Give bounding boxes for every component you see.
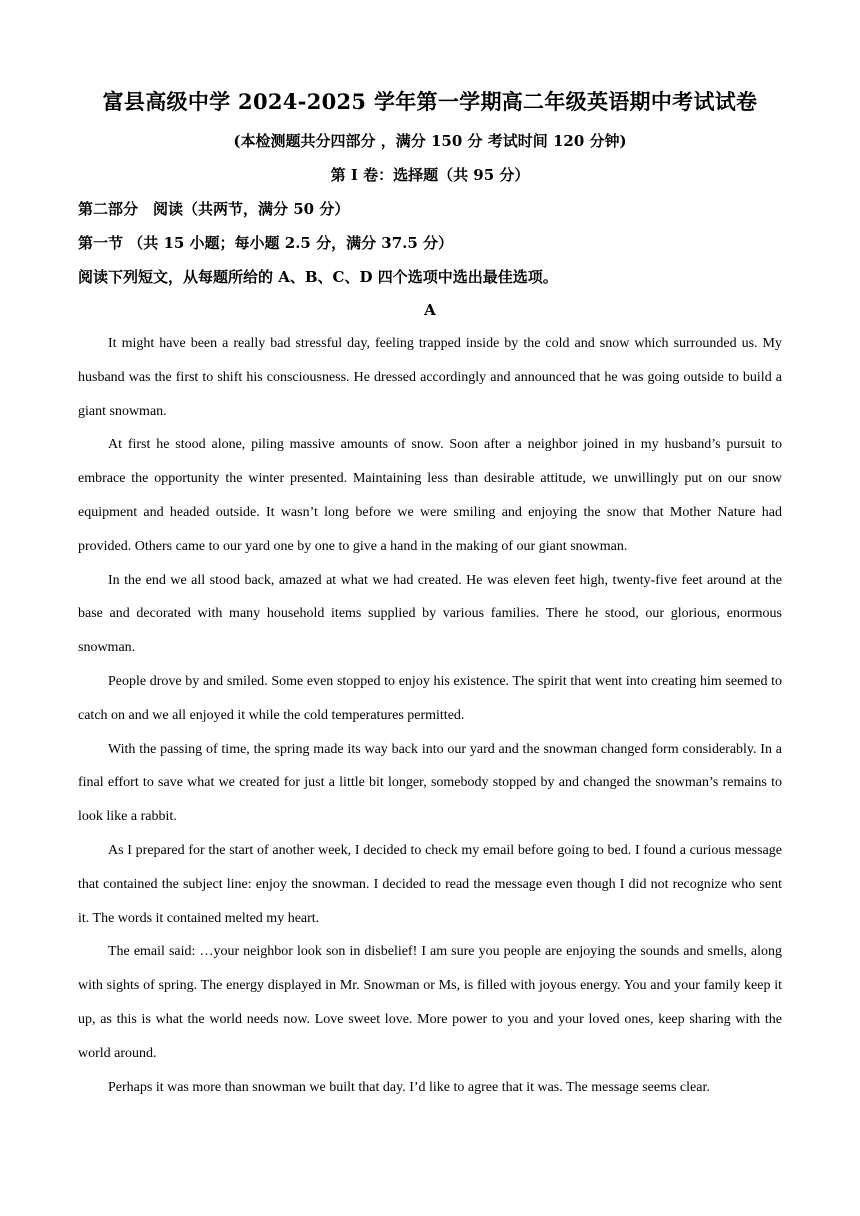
- volume-heading: 第 I 卷：选择题（共 95 分）: [330, 166, 530, 184]
- paragraph: People drove by and smiled. Some even stopped to enjoy his existence. The spirit that went into creating him seemed to catch on and we all enjoyed it while the cold temperatures permitted.: [78, 673, 782, 723]
- paragraph: As I prepared for the start of another week, I decided to check my email before going to bed. I found a curious message that contained the subject line: enjoy the snowman. I decided to read the message even though I did not recognize who sent it. The words it contained melted my heart.: [78, 842, 782, 926]
- paragraph: With the passing of time, the spring made its way back into our yard and the snowman changed form considerably. In a final effort to save what we created for just a little bit longer, somebody stopped by and changed the snowman’s remains to look like a rabbit.: [78, 741, 782, 825]
- passage-label: A: [424, 301, 436, 319]
- exam-subtitle: (本检测题共分四部分 ，满分 150 分 考试时间 120 分钟): [233, 132, 627, 150]
- paragraph: It might have been a really bad stressful day, feeling trapped inside by the cold and snow which surrounded us. My husband was the first to shift his consciousness. He dressed accordingly and announced that he was going outside to build a giant snowman.: [78, 336, 782, 419]
- exam-title: 富县高级中学 2024-2025 学年第一学期高二年级英语期中考试试卷: [102, 89, 758, 114]
- paragraph: In the end we all stood back, amazed at what we had created. He was eleven feet high, twenty-five feet around at the base and decorated with many household items supplied by various families. There he stood, our glorious, enormous snowman.: [78, 572, 782, 656]
- part-heading: 第二部分 阅读（共两节，满分 50 分）: [78, 200, 350, 218]
- passage-body: [78, 327, 782, 1104]
- paragraph: Perhaps it was more than snowman we built that day. I’d like to agree that it was. The message seems clear.: [108, 1079, 710, 1095]
- paragraph: The email said: …your neighbor look son in disbelief! I am sure you people are enjoying the sounds and smells, along with sights of spring. The energy displayed in Mr. Snowman or Ms, is filled with joyous energy. You and your family keep it up, as this is what the world needs now. Love sweet love. More power to you and your loved ones, keep sharing with the world around.: [78, 944, 782, 1061]
- paragraph: At first he stood alone, piling massive amounts of snow. Soon after a neighbor joined in my husband’s pursuit to embrace the opportunity the winter presented. Maintaining less than desirable attitude, we unwillingly put on our snow equipment and headed outside. It wasn’t long before we were smiling and enjoying the snow that Mother Nature had provided. Others came to our yard one by one to give a hand in the making of our giant snowman.: [78, 437, 782, 554]
- instruction-text: 阅读下列短文，从每题所给的 A、B、C、D 四个选项中选出最佳选项。: [78, 268, 558, 286]
- section-heading: 第一节 （共 15 小题；每小题 2.5 分，满分 37.5 分）: [78, 234, 454, 252]
